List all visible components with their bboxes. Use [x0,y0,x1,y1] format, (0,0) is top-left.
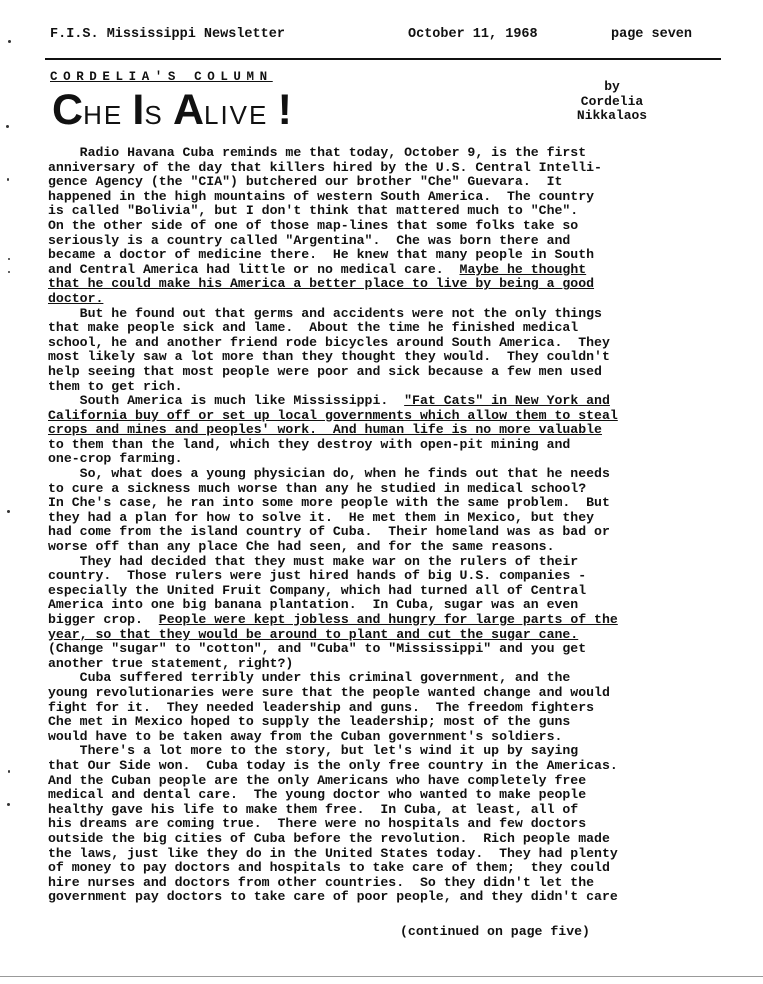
scan-speck [8,40,11,43]
scan-bottom-edge [0,976,763,977]
byline-line: by [604,79,620,94]
scan-speck [7,510,10,513]
headline-part: HE [83,100,133,130]
article-line: And the Cuban people are the only Americans who have completely free [48,772,587,788]
byline-line: Cordelia [580,93,644,109]
headline-part: A [172,86,204,134]
scan-speck [7,178,9,181]
article-line: outside the big cities of Cuba before the revolution. Rich people made [48,830,610,846]
article-line: the laws, just like they do in the United States today. They had plenty [48,845,618,861]
article-line: South America is much like Mississippi. "Fat Cats" in New York and [48,393,610,409]
article-line: Che met in Mexico hoped to supply the leadership; most of the guns [48,714,571,730]
article-line: gence Agency (the "CIA") butchered our brother "Che" Guevara. It [48,174,563,190]
headline-part: I [132,86,145,134]
article-line: and Central America had little or no medical care. Maybe he thought [48,261,587,277]
article-line: his dreams are coming true. There were no hospitals and few doctors [48,816,587,832]
article-line: government pay doctors to take care of poor people, and they didn't care [48,889,618,905]
article-line: that make people sick and lame. About the time he finished medical [48,320,579,336]
article-line: school, he and another friend rode bicycles around South America. They [48,334,610,350]
article-line: country. Those rulers were just hired hands of big U.S. companies - [48,568,587,584]
column-title: CORDELIA'S COLUMN [50,70,273,84]
article-line: that Our Side won. Cuba today is the only free country in the Americas. [48,757,618,773]
byline-line: Nikkalaos [576,108,648,123]
article-line: On the other side of one of those map-lines that some folks take so [48,217,579,233]
article-line: fight for it. They needed leadership and guns. The freedom fighters [48,699,595,715]
headline-part: S [144,100,173,130]
underlined-phrase: People were kept jobless and hungry for large parts of the [158,612,618,627]
page-number: page seven [611,27,693,42]
article-line: one-crop farming. [48,451,183,467]
article-line: had come from the island country of Cuba. Their homeland was as bad or [48,524,610,540]
article-line: California buy off or set up local governments which allow them to steal [48,407,618,423]
headline-part: LIVE [204,100,278,130]
article-line: medical and dental care. The young doctor who wanted to make people [48,787,587,803]
article-line: them to get rich. [48,378,183,394]
article-line: There's a lot more to the story, but let's wind it up by saying [48,743,579,759]
scan-speck [8,770,10,773]
article-line: bigger crop. People were kept jobless and hungry for large parts of the [48,612,618,627]
article-line: is called "Bolivia", but I don't think that mattered much to "Che". [48,203,579,219]
article-line: hire nurses and doctors from other countries. So they didn't let the [48,874,595,890]
article-line: that he could make his America a better place to live by being a good [48,276,595,292]
article-line: another true statement, right?) [48,655,294,671]
article-line: would have to be taken away from the Cuban government's soldiers. [48,728,563,744]
article-body [48,146,718,905]
byline [552,80,672,124]
article-line: (Change "sugar" to "cotton", and "Cuba" to "Mississippi" and you get [48,641,587,657]
article-line: help seeing that most people were poor and sick because a few men used [48,363,602,379]
scan-speck [6,125,9,128]
headline-part: ! [277,86,292,134]
headline-part: C [52,86,84,134]
article-line: of money to pay doctors and hospitals to take care of them; they could [48,860,610,876]
newsletter-name: F.I.S. Mississippi Newsletter [50,27,285,42]
article-line: to cure a sickness much worse than any he studied in medical school? [48,480,587,496]
continued-note: (continued on page five) [400,924,590,939]
article-line: anniversary of the day that killers hired by the U.S. Central Intelli- [48,159,602,175]
header-rule [45,58,721,60]
article-line: seriously is a country called "Argentina". Che was born there and [48,232,571,248]
scan-speck [7,803,10,806]
article-line: Radio Havana Cuba reminds me that today, October 9, is the first [48,145,587,160]
article-line: to them than the land, which they destroy with open-pit mining and [48,436,571,452]
headline [52,86,292,139]
article-line: In Che's case, he ran into some more people with the same problem. But [48,495,610,511]
article-line: doctor. [48,290,104,306]
scan-speck [8,258,10,260]
article-line: happened in the high mountains of western South America. The country [48,188,595,204]
underlined-phrase: "Fat Cats" in New York and [404,393,610,409]
article-line: healthy gave his life to make them free. In Cuba, at least, all of [48,801,579,817]
article-line: But he found out that germs and accidents were not the only things [48,305,602,321]
article-line: crops and mines and peoples' work. And human life is no more valuable [48,422,602,438]
article-line: So, what does a young physician do, when he finds out that he needs [48,466,610,482]
article-line: they had a plan for how to solve it. He met them in Mexico, but they [48,509,595,525]
article-line: worse off than any place Che had seen, and for the same reasons. [48,539,555,555]
article-line: Cuba suffered terribly under this criminal government, and the [48,670,571,686]
issue-date: October 11, 1968 [408,27,538,42]
underlined-phrase: Maybe he thought [459,261,587,277]
article-line: young revolutionaries were sure that the people wanted change and would [48,684,610,700]
article-line: They had decided that they must make war on the rulers of their [48,553,579,569]
article-line: became a doctor of medicine there. He knew that many people in South [48,247,595,263]
article-line: especially the United Fruit Company, which had turned all of Central [48,582,587,598]
article-line: America into one big banana plantation. In Cuba, sugar was an even [48,597,579,613]
scan-speck [8,271,10,273]
article-line: most likely saw a lot more than they thought they would. They couldn't [48,349,610,365]
article-line: year, so that they would be around to plant and cut the sugar cane. [48,626,579,642]
